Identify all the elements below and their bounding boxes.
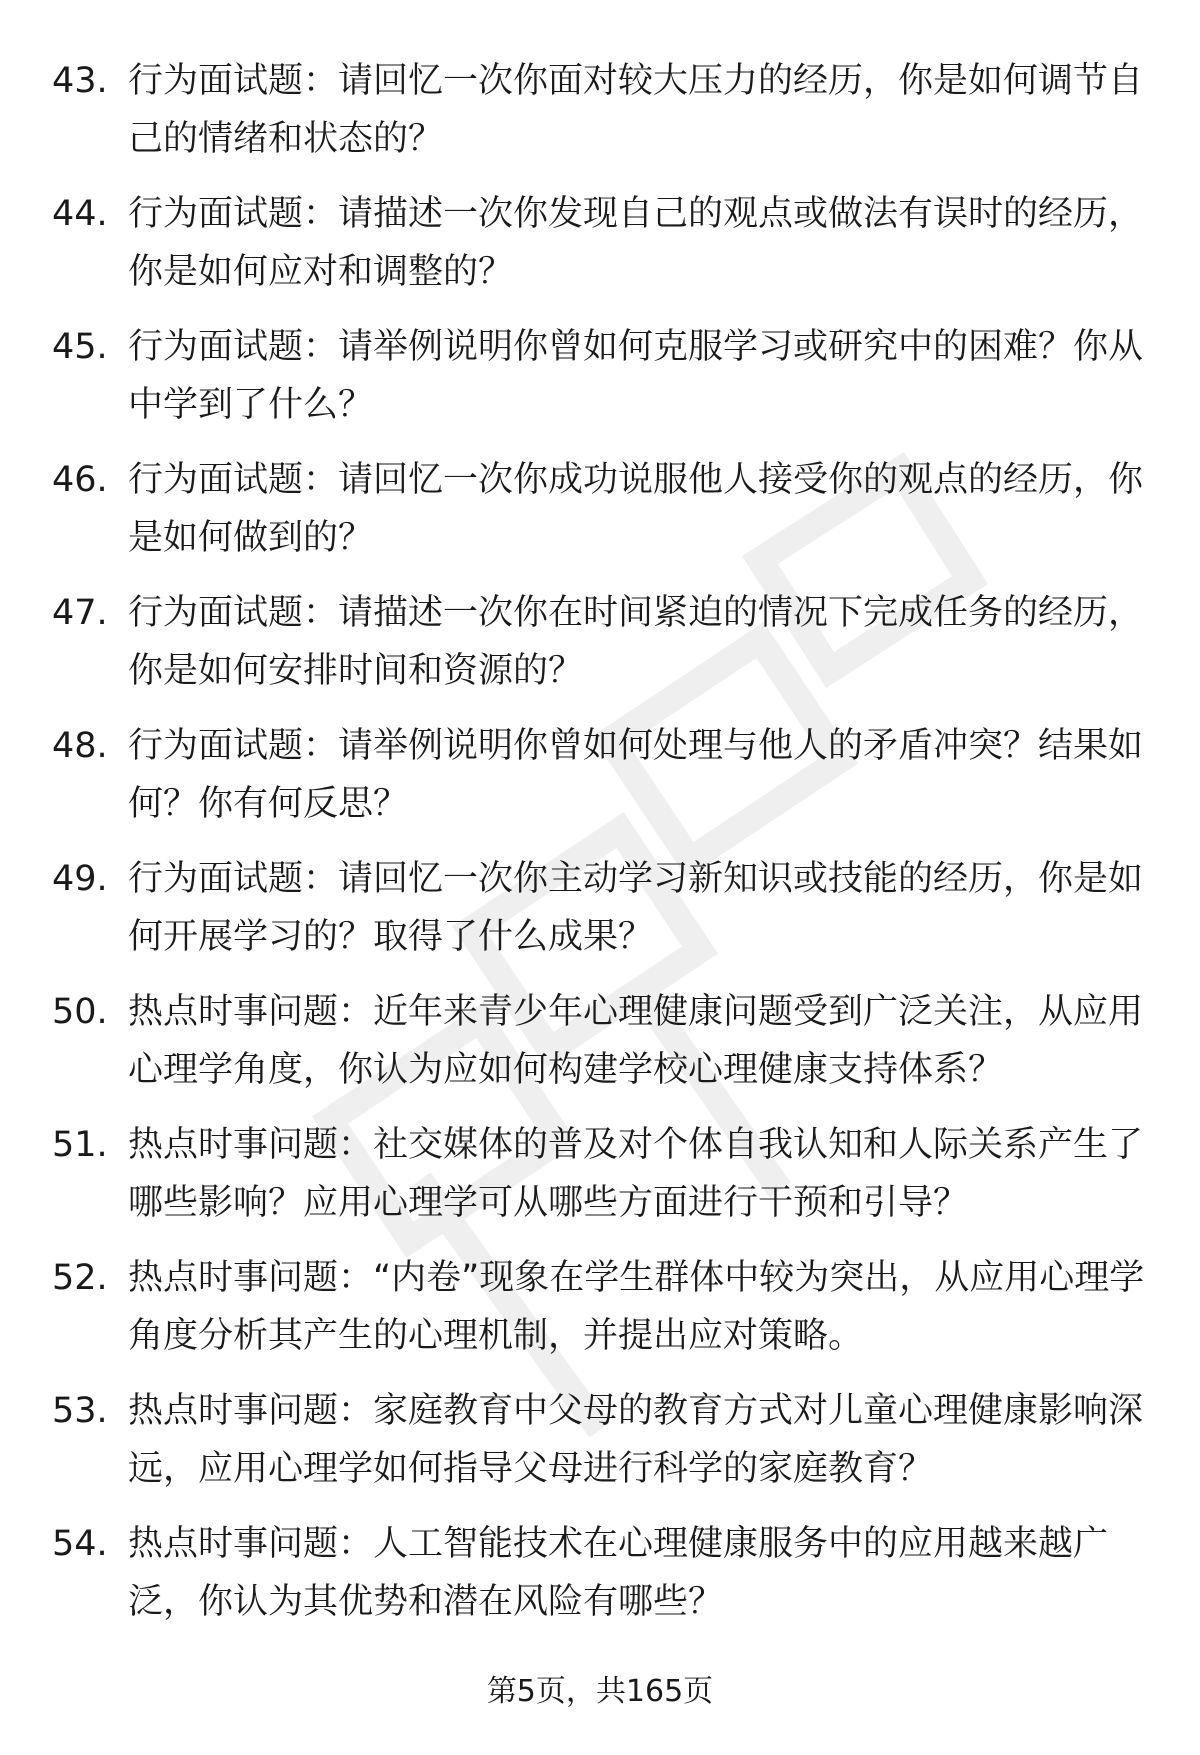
question-number: 45. xyxy=(52,327,108,367)
question-text: 行为面试题：请举例说明你曾如何克服学习或研究中的困难？你从中学到了什么？ xyxy=(128,327,1144,425)
question-number: 54. xyxy=(52,1524,108,1564)
question-item xyxy=(52,1116,1152,1249)
question-text: 热点时事问题：近年来青少年心理健康问题受到广泛关注，从应用心理学角度，你认为应如何构建学校心理健康支持体系？ xyxy=(128,992,1144,1090)
question-number: 53. xyxy=(52,1391,108,1431)
question-item xyxy=(52,983,1152,1116)
question-list xyxy=(52,52,1152,1648)
question-text: 热点时事问题：人工智能技术在心理健康服务中的应用越来越广泛，你认为其优势和潜在风险有哪些？ xyxy=(128,1524,1109,1622)
question-item xyxy=(52,185,1152,318)
question-number: 46. xyxy=(52,460,108,500)
question-item xyxy=(52,318,1152,451)
question-number: 43. xyxy=(52,61,108,101)
question-number: 51. xyxy=(52,1125,108,1165)
question-text: 热点时事问题：“内卷”现象在学生群体中较为突出，从应用心理学角度分析其产生的心理机制，并提出应对策略。 xyxy=(128,1258,1145,1356)
question-item xyxy=(52,1382,1152,1515)
question-text: 热点时事问题：社交媒体的普及对个体自我认知和人际关系产生了哪些影响？应用心理学可从哪些方面进行干预和引导？ xyxy=(128,1125,1144,1223)
question-item xyxy=(52,584,1152,717)
question-item xyxy=(52,850,1152,983)
question-number: 50. xyxy=(52,992,108,1032)
question-item xyxy=(52,1515,1152,1648)
question-item xyxy=(52,451,1152,584)
question-number: 47. xyxy=(52,593,108,633)
question-item xyxy=(52,717,1152,850)
question-item xyxy=(52,1249,1152,1382)
question-number: 49. xyxy=(52,859,108,899)
question-number: 44. xyxy=(52,194,108,234)
question-text: 行为面试题：请描述一次你在时间紧迫的情况下完成任务的经历，你是如何安排时间和资源的？ xyxy=(128,593,1144,691)
question-text: 行为面试题：请描述一次你发现自己的观点或做法有误时的经历，你是如何应对和调整的？ xyxy=(128,194,1144,292)
question-number: 52. xyxy=(52,1258,108,1298)
question-text: 行为面试题：请举例说明你曾如何处理与他人的矛盾冲突？结果如何？你有何反思？ xyxy=(128,726,1144,824)
question-item xyxy=(52,52,1152,185)
question-text: 热点时事问题：家庭教育中父母的教育方式对儿童心理健康影响深远，应用心理学如何指导父母进行科学的家庭教育？ xyxy=(128,1391,1144,1489)
question-text: 行为面试题：请回忆一次你成功说服他人接受你的观点的经历，你是如何做到的？ xyxy=(128,460,1144,558)
question-text: 行为面试题：请回忆一次你主动学习新知识或技能的经历，你是如何开展学习的？取得了什么成果？ xyxy=(128,859,1144,957)
page-footer: 第5页，共165页 xyxy=(486,1674,714,1709)
question-text: 行为面试题：请回忆一次你面对较大压力的经历，你是如何调节自己的情绪和状态的？ xyxy=(128,61,1144,159)
question-number: 48. xyxy=(52,726,108,766)
